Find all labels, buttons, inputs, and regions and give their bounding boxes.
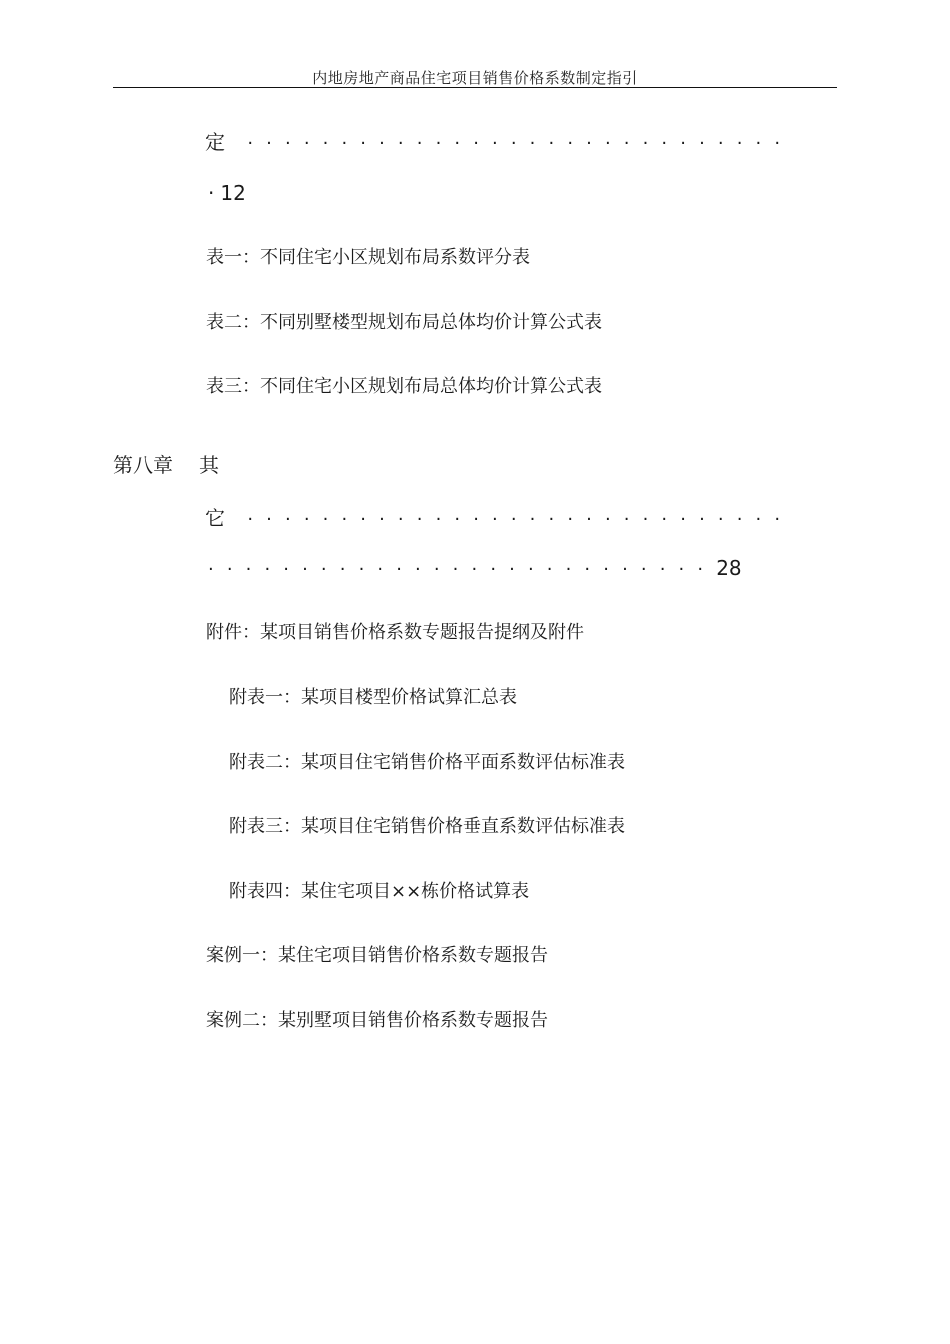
toc-prev-chapter-char: 定	[205, 130, 225, 154]
toc-prev-chapter-page-line[interactable]	[208, 181, 246, 205]
toc-entry-attachment-table-2[interactable]: 附表二：某项目住宅销售价格平面系数评估标准表	[229, 752, 625, 773]
toc-entry-attachment-table-3[interactable]: 附表三：某项目住宅销售价格垂直系数评估标准表	[229, 816, 625, 837]
toc-leader-dots: ···························	[208, 559, 717, 580]
toc-leader-dots: ·····························	[247, 509, 794, 530]
toc-entry-table-2[interactable]: 表二：不同别墅楼型规划布局总体均价计算公式表	[206, 312, 602, 333]
toc-entry-attachment[interactable]: 附件：某项目销售价格系数专题报告提纲及附件	[206, 622, 584, 643]
toc-page-number: 28	[716, 556, 742, 580]
toc-leader-dots: ·	[208, 181, 215, 205]
page-header-title: 内地房地产商品住宅项目销售价格系数制定指引	[312, 69, 638, 87]
toc-leader-dots: ·····························	[247, 133, 794, 154]
header-rule	[113, 87, 837, 88]
chapter-title-part: 它	[205, 506, 225, 530]
toc-entry-case-2[interactable]: 案例二：某别墅项目销售价格系数专题报告	[206, 1010, 548, 1031]
toc-chapter-8-heading[interactable]	[113, 453, 219, 477]
chapter-label: 第八章	[113, 453, 173, 477]
toc-prev-chapter-title-tail[interactable]	[205, 130, 793, 156]
toc-entry-table-3[interactable]: 表三：不同住宅小区规划布局总体均价计算公式表	[206, 376, 602, 397]
toc-chapter-8-title-tail[interactable]	[205, 506, 793, 532]
toc-chapter-8-page-line[interactable]	[208, 556, 742, 582]
toc-entry-case-1[interactable]: 案例一：某住宅项目销售价格系数专题报告	[206, 945, 548, 966]
toc-entry-attachment-table-4[interactable]: 附表四：某住宅项目××栋价格试算表	[229, 881, 530, 902]
toc-page-number: 12	[220, 181, 246, 205]
toc-entry-attachment-table-1[interactable]: 附表一：某项目楼型价格试算汇总表	[229, 687, 517, 708]
toc-entry-table-1[interactable]: 表一：不同住宅小区规划布局系数评分表	[206, 247, 530, 268]
chapter-title-part: 其	[199, 453, 219, 477]
